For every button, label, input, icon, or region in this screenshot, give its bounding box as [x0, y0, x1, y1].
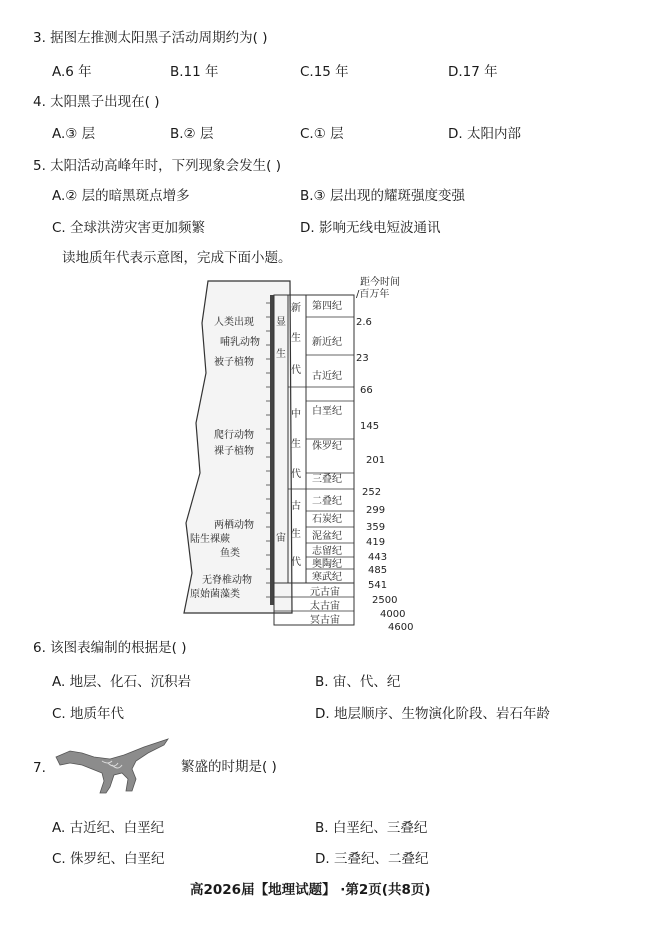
q7-option-d: D. 三叠纪、二叠纪	[315, 851, 429, 867]
age-145: 145	[360, 421, 380, 432]
age-2-6: 2.6	[356, 317, 372, 328]
era-mesozoic-char-3: 代	[291, 469, 301, 480]
period-triassic: 三叠纪	[312, 474, 342, 485]
q7-option-c: C. 侏罗纪、白垩纪	[52, 851, 165, 867]
period-ordovician: 奥陶纪	[312, 559, 342, 570]
question-5-stem: 5. 太阳活动高峰年时，下列现象会发生( )	[33, 158, 281, 174]
q3-option-d: D.17 年	[448, 64, 498, 80]
age-443: 443	[368, 552, 388, 563]
page-footer: 高2026届【地理试题】 ·第2页(共8页)	[190, 882, 431, 898]
era-paleozoic-char-2: 生	[291, 529, 301, 540]
life-fish: 鱼类	[220, 548, 240, 559]
period-paleogene: 古近纪	[312, 371, 342, 382]
timeline-bar	[270, 295, 274, 605]
era-cenozoic-char-2: 生	[291, 333, 301, 344]
q5-option-c: C. 全球洪涝灾害更加频繁	[52, 220, 206, 236]
age-299: 299	[366, 505, 386, 516]
q6-option-b: B. 宙、代、纪	[315, 674, 401, 690]
life-amphibians: 两栖动物	[214, 520, 254, 531]
question-7-stem: 繁盛的时期是( )	[181, 759, 277, 775]
life-land-psilophytes: 陆生裸蕨	[190, 534, 230, 545]
period-cretaceous: 白垩纪	[312, 406, 342, 417]
age-201: 201	[366, 455, 386, 466]
period-cambrian: 寒武纪	[312, 572, 342, 583]
q7-option-b: B. 白垩纪、三叠纪	[315, 820, 428, 836]
life-mammals: 哺乳动物	[220, 337, 260, 348]
life-reptiles: 爬行动物	[214, 430, 254, 441]
q4-option-a: A.③ 层	[52, 126, 96, 142]
life-gymnosperms: 裸子植物	[214, 446, 254, 457]
life-human-appear: 人类出现	[214, 317, 254, 328]
q7-option-a: A. 古近纪、白垩纪	[52, 820, 165, 836]
reading-intro: 读地质年代表示意图，完成下面小题。	[62, 250, 292, 266]
q4-option-d: D. 太阳内部	[448, 126, 521, 142]
era-paleozoic-char-3: 代	[291, 557, 301, 568]
eon-hadean: 冥古宙	[310, 615, 340, 626]
age-541: 541	[368, 580, 388, 591]
age-4000: 4000	[380, 609, 406, 620]
period-jurassic: 侏罗纪	[312, 441, 342, 452]
eon-proterozoic: 元古宙	[310, 587, 340, 598]
eon-char-2: 生	[276, 349, 286, 360]
q6-option-a: A. 地层、化石、沉积岩	[52, 674, 192, 690]
age-header-line1: 距今时间	[360, 277, 400, 288]
age-2500: 2500	[372, 595, 398, 606]
period-neogene: 新近纪	[312, 337, 342, 348]
era-cenozoic-char-3: 代	[291, 365, 301, 376]
era-mesozoic-char-1: 中	[291, 409, 301, 420]
period-carboniferous: 石炭纪	[312, 514, 342, 525]
question-7-number: 7.	[33, 760, 46, 776]
age-4600: 4600	[388, 622, 414, 633]
q6-option-c: C. 地质年代	[52, 706, 125, 722]
dinosaur-illustration	[52, 735, 172, 797]
eon-archean: 太古宙	[310, 601, 340, 612]
q3-option-a: A.6 年	[52, 64, 92, 80]
question-3-stem: 3. 据图左推测太阳黑子活动周期约为( )	[33, 30, 268, 46]
era-cenozoic-char-1: 新	[291, 303, 301, 314]
age-252: 252	[362, 487, 382, 498]
eon-char-3: 宙	[276, 533, 286, 544]
q3-option-c: C.15 年	[300, 64, 349, 80]
period-permian: 二叠纪	[312, 496, 342, 507]
q4-option-b: B.② 层	[170, 126, 214, 142]
era-mesozoic-char-2: 生	[291, 439, 301, 450]
period-quaternary: 第四纪	[312, 301, 342, 312]
question-4-stem: 4. 太阳黑子出现在( )	[33, 94, 160, 110]
era-paleozoic-char-1: 古	[291, 501, 301, 512]
q4-option-c: C.① 层	[300, 126, 344, 142]
age-header-line2: /百万年	[356, 289, 390, 300]
q5-option-d: D. 影响无线电短波通讯	[300, 220, 441, 236]
question-6-stem: 6. 该图表编制的根据是( )	[33, 640, 187, 656]
eon-char-1: 显	[276, 317, 286, 328]
age-419: 419	[366, 537, 386, 548]
life-primitive-algae: 原始菌藻类	[190, 589, 240, 600]
q5-option-a: A.② 层的暗黑斑点增多	[52, 188, 190, 204]
age-23: 23	[356, 353, 369, 364]
q5-option-b: B.③ 层出现的耀斑强度变强	[300, 188, 465, 204]
period-devonian: 泥盆纪	[312, 531, 342, 542]
q3-option-b: B.11 年	[170, 64, 219, 80]
life-angiosperms: 被子植物	[214, 357, 254, 368]
age-359: 359	[366, 522, 386, 533]
q6-option-d: D. 地层顺序、生物演化阶段、岩石年龄	[315, 706, 550, 722]
geologic-time-chart	[170, 273, 430, 633]
life-invertebrates: 无脊椎动物	[202, 575, 252, 586]
period-silurian: 志留纪	[312, 546, 342, 557]
age-66: 66	[360, 385, 373, 396]
age-485: 485	[368, 565, 388, 576]
